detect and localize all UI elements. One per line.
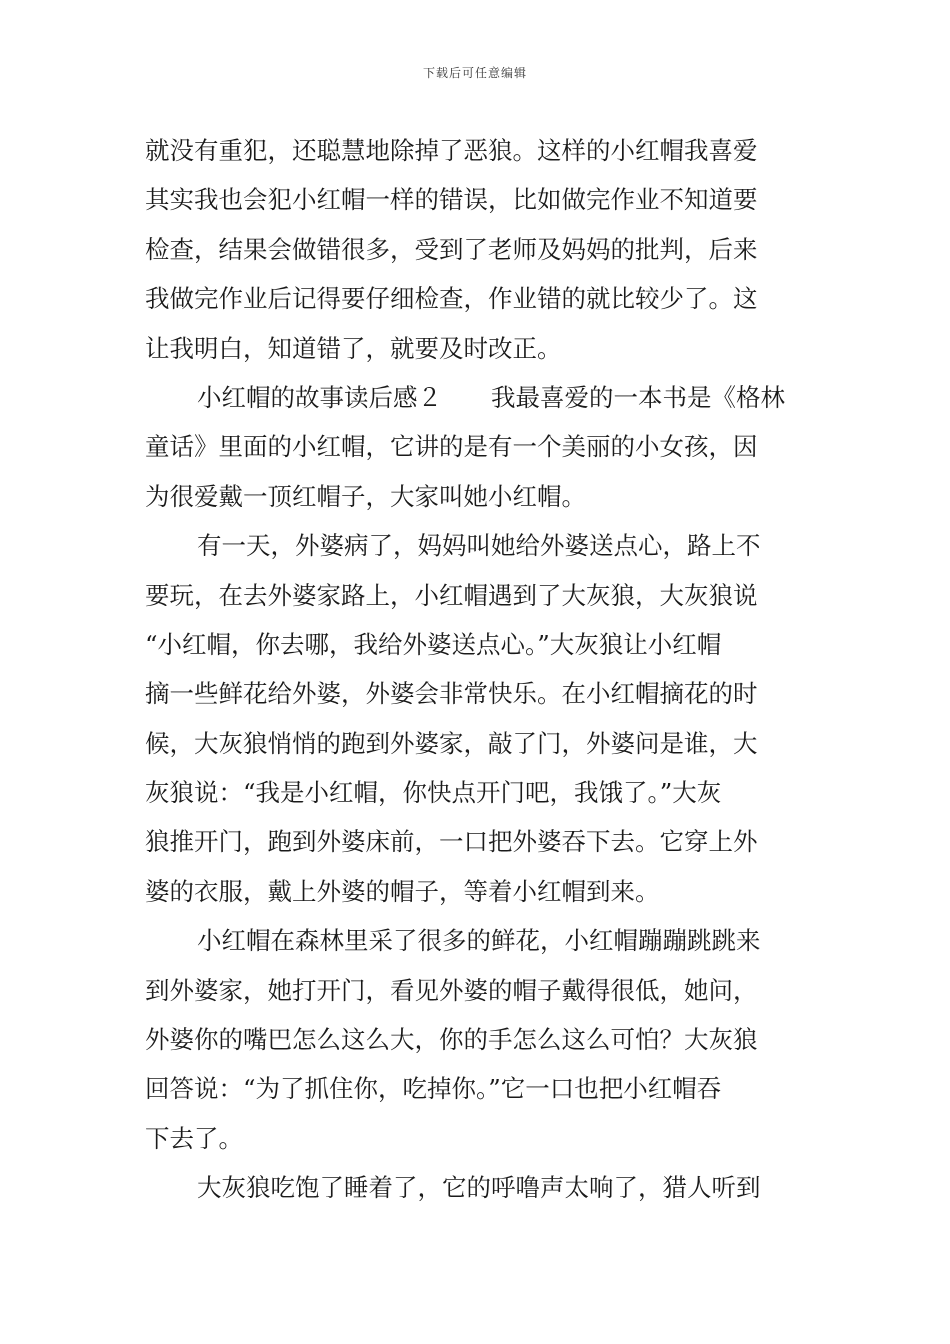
text-line: 我做完作业后记得要仔细检查，作业错的就比较少了。这: [145, 284, 758, 314]
text-line: 让我明白，知道错了，就要及时改正。: [145, 333, 562, 363]
text-line: 大灰狼吃饱了睡着了，它的呼噜声太响了，猎人听到: [197, 1173, 761, 1203]
text-line: 其实我也会犯小红帽一样的错误，比如做完作业不知道要: [145, 185, 758, 215]
text-line: 为很爱戴一顶红帽子，大家叫她小红帽。: [145, 481, 586, 511]
text-line: 就没有重犯，还聪慧地除掉了恶狼。这样的小红帽我喜爱: [145, 136, 758, 165]
text-line: 回答说：“为了抓住你，吃掉你。”它一口也把小红帽吞: [145, 1074, 722, 1104]
text-line: 候，大灰狼悄悄的跑到外婆家，敲了门，外婆问是谁，大: [145, 728, 758, 758]
text-line: 婆的衣服，戴上外婆的帽子，等着小红帽到来。: [145, 876, 660, 906]
text-line: 狼推开门，跑到外婆床前，一口把外婆吞下去。它穿上外: [145, 827, 758, 857]
page-header: 下载后可任意编辑: [422, 66, 527, 80]
text-line: 下去了。: [145, 1123, 243, 1153]
text-line: 童话》里面的小红帽，它讲的是有一个美丽的小女孩，因: [145, 432, 758, 462]
text-line: 有一天，外婆病了，妈妈叫她给外婆送点心，路上不: [197, 531, 761, 561]
text-line: 检查，结果会做错很多，受到了老师及妈妈的批判，后来: [145, 234, 758, 264]
text-line: 小红帽在森林里采了很多的鲜花，小红帽蹦蹦跳跳来: [197, 926, 761, 956]
text-line: 要玩，在去外婆家路上，小红帽遇到了大灰狼，大灰狼说: [145, 580, 758, 610]
text-line: 摘一些鲜花给外婆，外婆会非常快乐。在小红帽摘花的时: [145, 679, 758, 709]
text-line: 小红帽的故事读后感２ 我最喜爱的一本书是《格林: [197, 382, 785, 412]
document-body: [145, 126, 809, 1213]
text-line: 灰狼说：“我是小红帽，你快点开门吧，我饿了。”大灰: [145, 778, 722, 808]
text-line: 外婆你的嘴巴怎么这么大，你的手怎么这么可怕？大灰狼: [145, 1025, 758, 1055]
text-line: “小红帽，你去哪，我给外婆送点心。”大灰狼让小红帽: [145, 629, 722, 659]
text-line: 到外婆家，她打开门，看见外婆的帽子戴得很低，她问，: [145, 975, 758, 1005]
